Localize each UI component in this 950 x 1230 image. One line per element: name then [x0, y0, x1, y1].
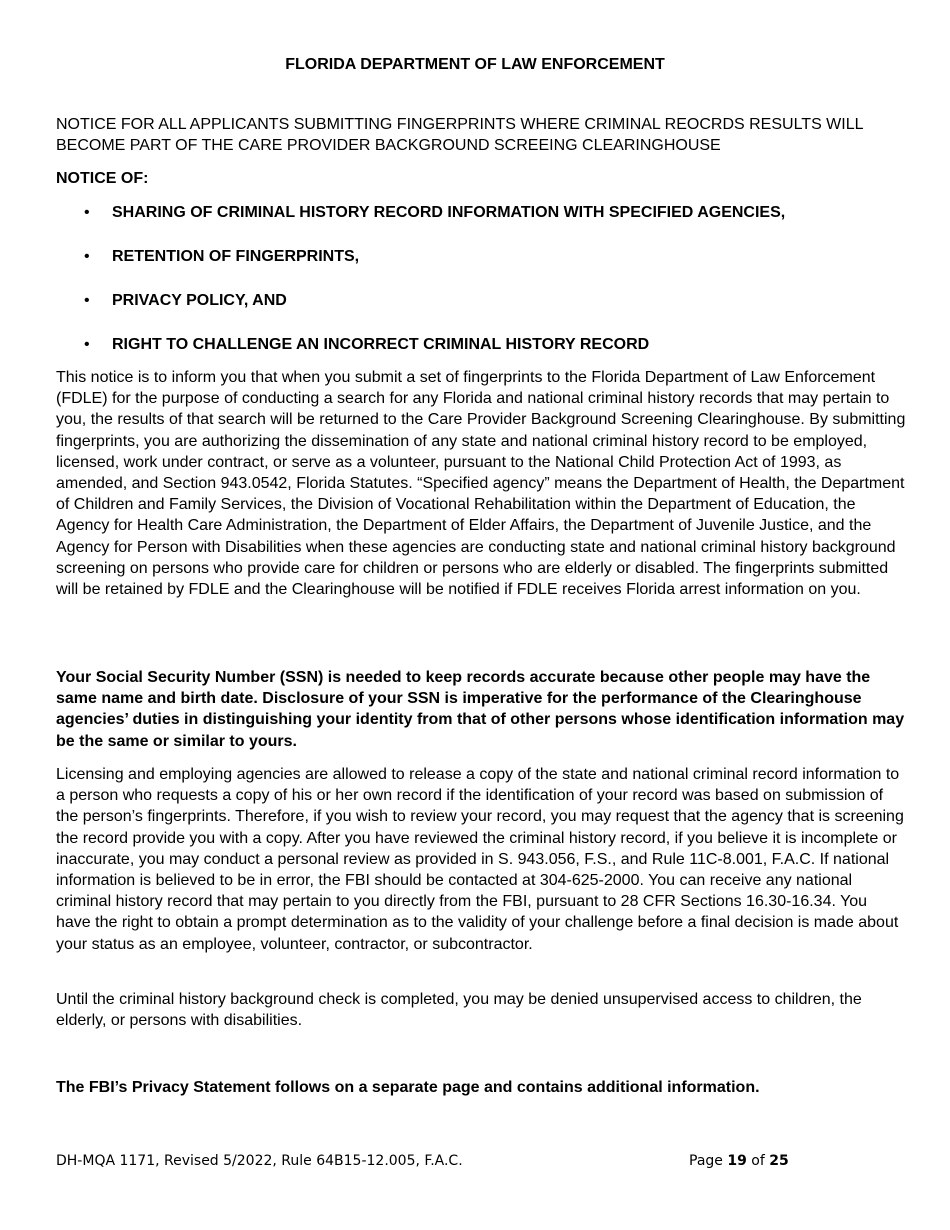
page-total: 25: [769, 1153, 789, 1169]
ssn-paragraph: Your Social Security Number (SSN) is needed to keep records accurate because other people may have the same name and birth date. Disclosure of your SSN is imperative for the performance of the Clearinghouse agencies’ duties in distinguishing your identity from that of other persons whose identification information may be the same or similar to yours.: [56, 669, 905, 750]
page-current: 19: [727, 1153, 747, 1169]
bullet-text: RIGHT TO CHALLENGE AN INCORRECT CRIMINAL HISTORY RECORD: [112, 336, 650, 353]
access-denial-paragraph: Until the criminal history background check is completed, you may be denied unsupervised access to children, the elderly, or persons with disabilities.: [56, 991, 862, 1030]
page-word: Page: [689, 1153, 723, 1169]
fbi-privacy-paragraph: The FBI’s Privacy Statement follows on a separate page and contains additional information.: [56, 1079, 760, 1096]
list-item: [56, 202, 906, 246]
notice-heading: NOTICE FOR ALL APPLICANTS SUBMITTING FINGERPRINTS WHERE CRIMINAL REOCRDS RESULTS WILL BECOME PART OF THE CARE PROVIDER BACKGROUND SCREEING CLEARINGHOUSE: [56, 116, 863, 154]
notice-bullet-list: [56, 202, 906, 378]
bullet-text: PRIVACY POLICY, AND: [112, 292, 287, 309]
bullet-icon: •: [84, 248, 90, 265]
page-title: FLORIDA DEPARTMENT OF LAW ENFORCEMENT: [285, 56, 665, 73]
record-review-paragraph: Licensing and employing agencies are allowed to release a copy of the state and national criminal record information to a person who requests a copy of his or her own record if the identification of your record was based on submission of the person’s fingerprints. Therefore, if you wish to review your record, you may request that the agency that is screening the record provide you with a copy. After you have reviewed the criminal history record, if you believe it is incomplete or inaccurate, you may conduct a personal review as provided in S. 943.056, F.S., and Rule 11C-8.001, F.A.C. If national information is believed to be in error, the FBI should be contacted at 304-625-2000. You can receive any national criminal history record that may pertain to you directly from the FBI, pursuant to 28 CFR Sections 16.30-16.34. You have the right to obtain a prompt determination as to the validity of your challenge before a final decision is made about your status as an employee, volunteer, contractor, or subcontractor.: [56, 766, 904, 953]
fingerprint-notice-paragraph: This notice is to inform you that when you submit a set of fingerprints to the Florida Department of Law Enforcement (FDLE) for the purpose of conducting a search for any Florida and national criminal history records that may pertain to you, the results of that search will be returned to the Care Provider Background Screening Clearinghouse. By submitting fingerprints, you are authorizing the dissemination of any state and national criminal history record to be employed, licensed, work under contract, or serve as a volunteer, pursuant to the National Child Protection Act of 1993, as amended, and Section 943.0542, Florida Statutes. “Specified agency” means the Department of Health, the Department of Children and Family Services, the Division of Vocational Rehabilitation within the Department of Education, the Agency for Health Care Administration, the Department of Elder Affairs, the Department of Juvenile Justice, and the Agency for Person with Disabilities when these agencies are conducting state and national criminal history background screening on persons who provide care for children or persons who are elderly or disabled. The fingerprints submitted will be retained by FDLE and the Clearinghouse will be notified if FDLE receives Florida arrest information on you.: [56, 369, 906, 599]
bullet-icon: •: [84, 204, 90, 221]
bullet-icon: •: [84, 292, 90, 309]
page-number: [689, 1153, 789, 1169]
of-word: of: [751, 1153, 765, 1169]
bullet-icon: •: [84, 336, 90, 353]
list-item: [56, 290, 906, 334]
bullet-text: SHARING OF CRIMINAL HISTORY RECORD INFORMATION WITH SPECIFIED AGENCIES,: [112, 204, 786, 221]
bullet-text: RETENTION OF FINGERPRINTS,: [112, 248, 360, 265]
notice-of-label: NOTICE OF:: [56, 170, 149, 187]
list-item: [56, 246, 906, 290]
form-identifier: DH-MQA 1171, Revised 5/2022, Rule 64B15-12.005, F.A.C.: [56, 1153, 463, 1169]
